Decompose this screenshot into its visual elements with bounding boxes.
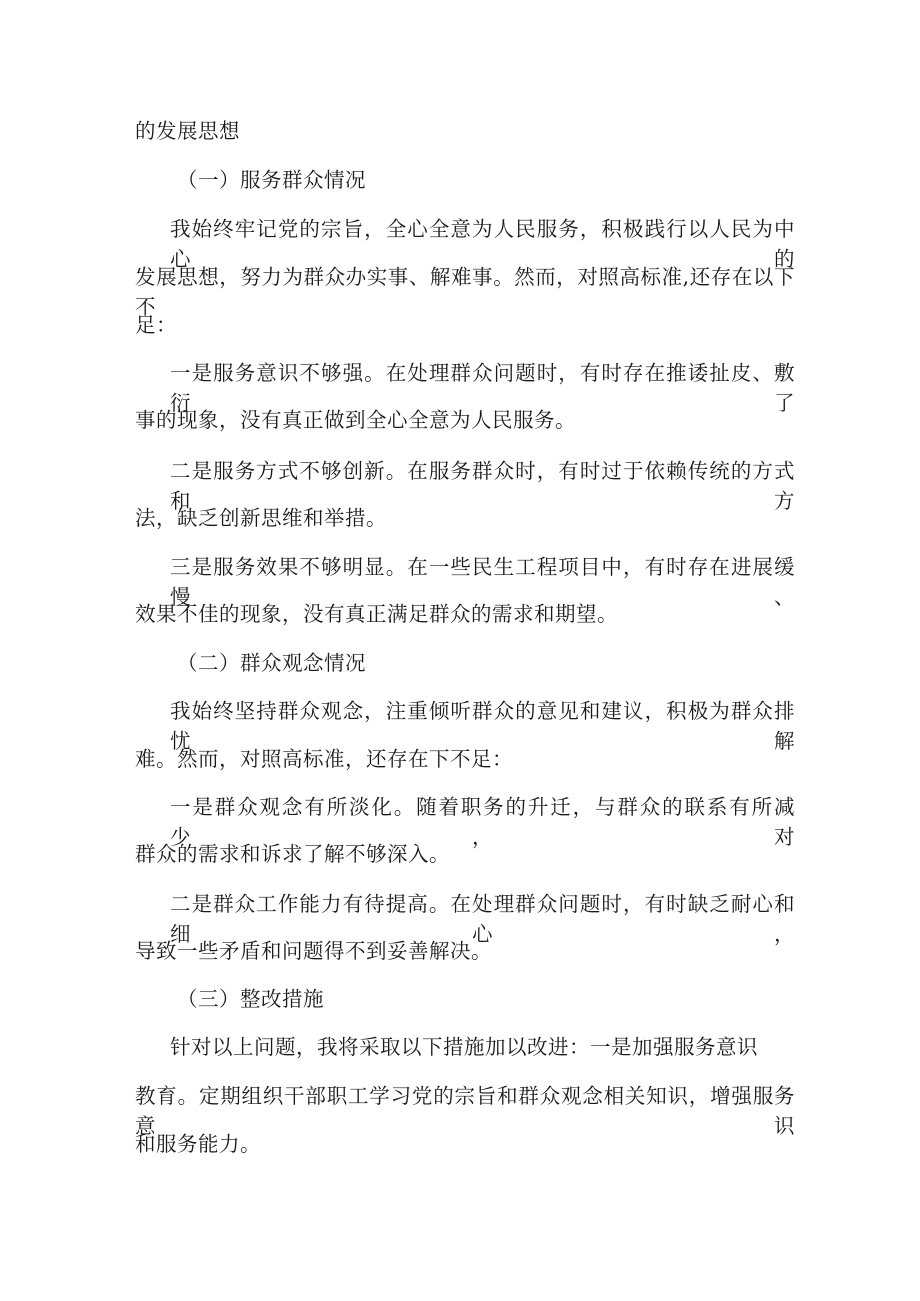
- text-line: 一是服务意识不够强。在处理群众问题时，有时存在推诿扯皮、敷衍了: [170, 361, 795, 415]
- text-line: 我始终牢记党的宗旨，全心全意为人民服务，积极践行以人民为中心的: [170, 217, 795, 271]
- text-line: 一是群众观念有所淡化。随着职务的升迁，与群众的联系有所减少，对: [170, 795, 795, 849]
- text-line: 事的现象，没有真正做到全心全意为人民服务。: [135, 408, 576, 432]
- text-line: 法，缺乏创新思维和举措。: [135, 506, 387, 530]
- text-line: 针对以上问题，我将采取以下措施加以改进：一是加强服务意识: [170, 1035, 758, 1059]
- section-heading: （三）整改措施: [177, 987, 324, 1011]
- text-line: 群众的需求和诉求了解不够深入。: [135, 842, 450, 866]
- text-line: 足：: [135, 313, 177, 337]
- text-line: 二是服务方式不够创新。在服务群众时，有时过于依赖传统的方式和方: [170, 459, 795, 513]
- text-line: 效果不佳的现象，没有真正满足群众的需求和期望。: [135, 602, 618, 626]
- text-line: 和服务能力。: [135, 1132, 261, 1156]
- text-line: 教育。定期组织干部职工学习党的宗旨和群众观念相关知识，增强服务意识: [135, 1084, 795, 1138]
- text-line: 难。然而，对照高标准，还存在下不足：: [135, 747, 513, 771]
- text-line: 三是服务效果不够明显。在一些民生工程项目中，有时存在进展缓慢、: [170, 555, 795, 609]
- section-heading: （二）群众观念情况: [177, 651, 366, 675]
- section-heading: （一）服务群众情况: [177, 168, 366, 192]
- text-line: 我始终坚持群众观念，注重倾听群众的意见和建议，积极为群众排忧解: [170, 699, 795, 753]
- text-line: 的发展思想: [135, 119, 240, 143]
- text-line: 导致一些矛盾和问题得不到妥善解决。: [135, 939, 492, 963]
- text-line: 发展思想，努力为群众办实事、解难事。然而，对照高标准,还存在以下不: [135, 265, 795, 319]
- text-line: 二是群众工作能力有待提高。在处理群众问题时，有时缺乏耐心和细心，: [170, 892, 795, 946]
